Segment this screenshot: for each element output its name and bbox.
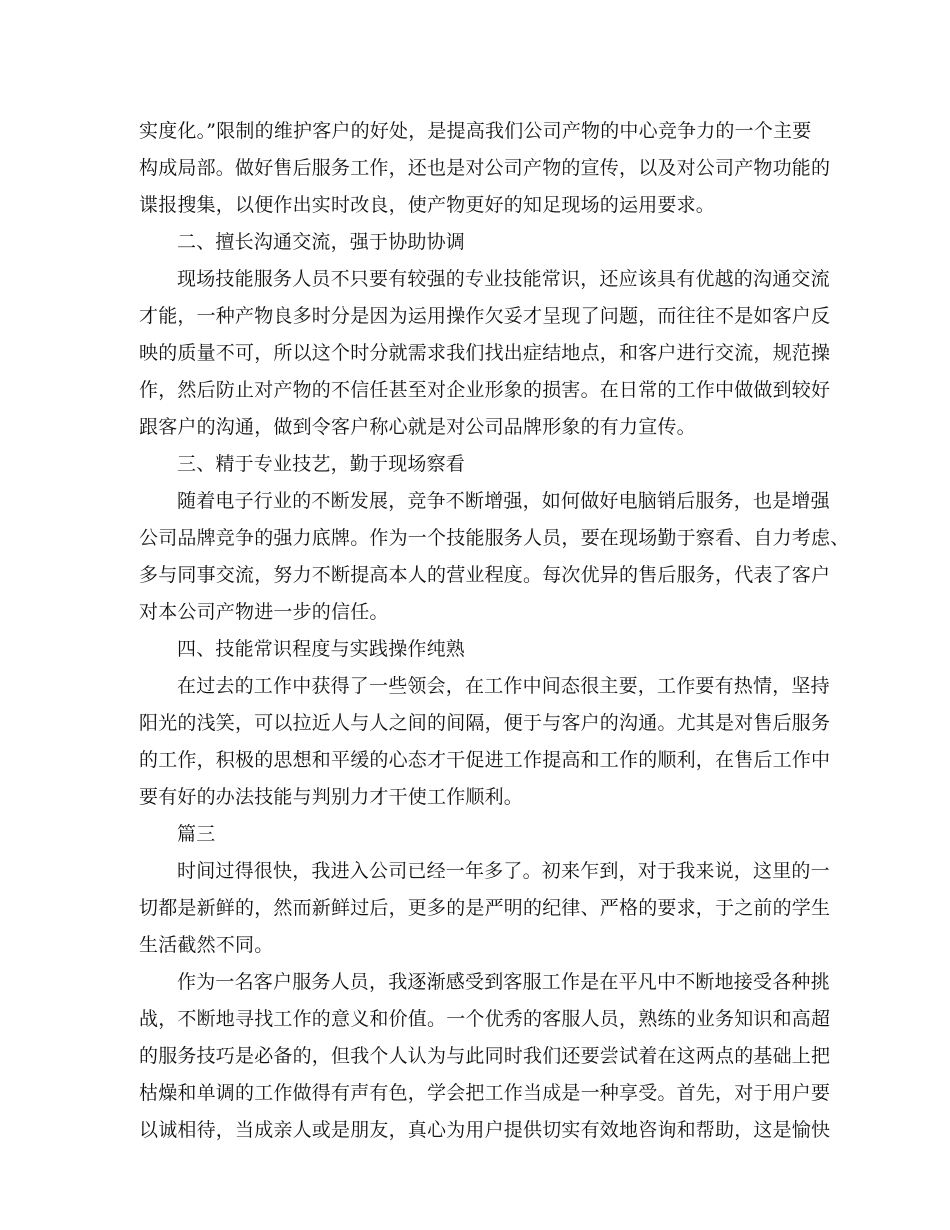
text-line: 实度化。”限制的维护客户的好处，是提高我们公司产物的中心竞争力的一个主要 <box>139 120 812 142</box>
text-line: 才能，一种产物良多时分是因为运用操作欠妥才呈现了问题，而往往不是如客户反 <box>139 305 831 327</box>
text-line: 对本公司产物进一步的信任。 <box>139 601 389 623</box>
text-line: 映的质量不可，所以这个时分就需求我们找出症结地点，和客户进行交流，规范操 <box>139 342 831 364</box>
text-line: 在过去的工作中获得了一些领会，在工作中间态很主要，工作要有热情，坚持 <box>177 675 830 697</box>
text-line: 要有好的办法技能与判别力才干使工作顺利。 <box>139 786 524 808</box>
text-line: 作为一名客户服务人员，我逐渐感受到客服工作是在平凡中不断地接受各种挑 <box>177 971 830 993</box>
text-line: 跟客户的沟通，做到令客户称心就是对公司品牌形象的有力宣传。 <box>139 416 696 438</box>
section-heading: 四、技能常识程度与实践操作纯熟 <box>177 638 466 660</box>
part-heading: 篇三 <box>177 823 216 845</box>
text-line: 现场技能服务人员不只要有较强的专业技能常识，还应该具有优越的沟通交流 <box>177 268 830 290</box>
text-line: 多与同事交流，努力不断提高本人的营业程度。每次优异的售后服务，代表了客户 <box>139 564 831 586</box>
text-line: 公司品牌竞争的强力底牌。作为一个技能服务人员，要在现场勤于察看、自力考虑、 <box>139 527 850 549</box>
text-line: 谍报搜集，以便作出实时改良，使产物更好的知足现场的运用要求。 <box>139 194 716 216</box>
text-line: 的工作，积极的思想和平缓的心态才干促进工作提高和工作的顺利，在售后工作中 <box>139 749 831 771</box>
text-line: 阳光的浅笑，可以拉近人与人之间的间隔，便于与客户的沟通。尤其是对售后服务 <box>139 712 831 734</box>
text-line: 枯燥和单调的工作做得有声有色，学会把工作当成是一种享受。首先，对于用户要 <box>139 1082 831 1104</box>
text-line: 的服务技巧是必备的，但我个人认为与此同时我们还要尝试着在这两点的基础上把 <box>139 1045 831 1067</box>
text-line: 战，不断地寻找工作的意义和价值。一个优秀的客服人员，熟练的业务知识和高超 <box>139 1008 831 1030</box>
section-heading: 二、擅长沟通交流，强于协助协调 <box>177 231 466 253</box>
text-line: 作，然后防止对产物的不信任甚至对企业形象的损害。在日常的工作中做做到较好 <box>139 379 831 401</box>
text-line: 生活截然不同。 <box>139 934 274 956</box>
text-line: 时间过得很快，我进入公司已经一年多了。初来乍到，对于我来说，这里的一 <box>177 860 830 882</box>
text-line: 切都是新鲜的，然而新鲜过后，更多的是严明的纪律、严格的要求，于之前的学生 <box>139 897 831 919</box>
text-line: 以诚相待，当成亲人或是朋友，真心为用户提供切实有效地咨询和帮助，这是愉快 <box>139 1119 831 1141</box>
text-line: 构成局部。做好售后服务工作，还也是对公司产物的宣传，以及对公司产物功能的 <box>139 157 831 179</box>
text-line: 随着电子行业的不断发展，竞争不断增强，如何做好电脑销后服务，也是增强 <box>177 490 830 512</box>
section-heading: 三、精于专业技艺，勤于现场察看 <box>177 453 466 475</box>
